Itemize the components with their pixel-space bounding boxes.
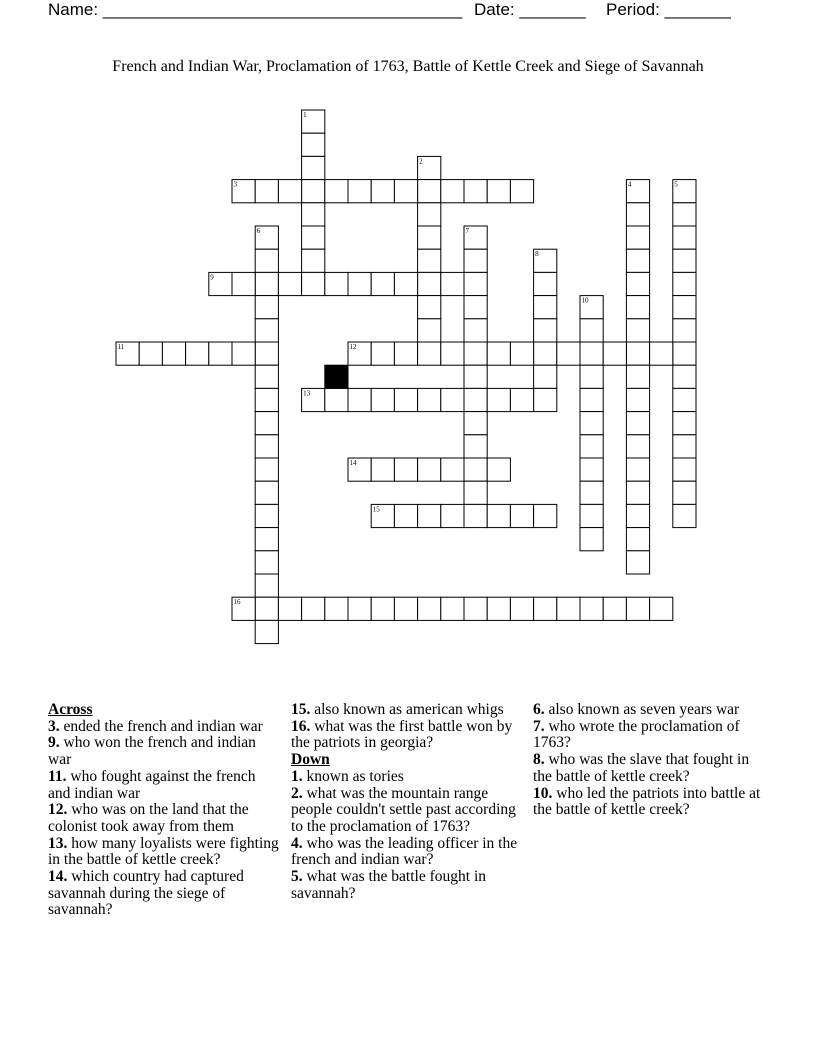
grid-cell[interactable]	[580, 388, 603, 411]
grid-cell[interactable]	[302, 203, 325, 226]
grid-cell[interactable]	[626, 435, 649, 458]
grid-cell[interactable]	[626, 481, 649, 504]
grid-cell[interactable]	[464, 504, 487, 527]
grid-cell[interactable]	[325, 597, 348, 620]
grid-cell[interactable]	[348, 597, 371, 620]
grid-cell[interactable]	[673, 504, 696, 527]
grid-cell[interactable]	[348, 180, 371, 203]
across-clues-column-1	[48, 702, 280, 919]
grid-cell[interactable]	[394, 458, 417, 481]
grid-cell[interactable]	[534, 388, 557, 411]
grid-cell[interactable]	[603, 597, 626, 620]
grid-cell[interactable]	[673, 412, 696, 435]
clue-down-6: 6. also known as seven years war	[533, 701, 740, 718]
grid-cell[interactable]	[534, 365, 557, 388]
grid-cell[interactable]	[626, 597, 649, 620]
grid-cell[interactable]	[255, 551, 278, 574]
grid-number-15: 15	[372, 505, 380, 514]
clue-down-7: 7. who wrote the proclamation of 1763?	[533, 717, 740, 752]
grid-cell[interactable]	[464, 412, 487, 435]
grid-number-3: 3	[233, 180, 237, 189]
grid-cell[interactable]	[302, 597, 325, 620]
grid-cell[interactable]	[394, 272, 417, 295]
grid-number-14: 14	[349, 459, 357, 467]
grid-number-11: 11	[117, 343, 125, 351]
grid-cell[interactable]	[580, 597, 603, 620]
grid-cell[interactable]	[441, 458, 464, 481]
grid-cell[interactable]	[255, 296, 278, 319]
grid-cell[interactable]	[255, 272, 278, 295]
grid-cell[interactable]	[673, 458, 696, 481]
grid-cell[interactable]	[673, 249, 696, 272]
grid-cell[interactable]	[626, 249, 649, 272]
grid-cell[interactable]	[394, 180, 417, 203]
grid-cell[interactable]	[673, 226, 696, 249]
grid-cell[interactable]	[580, 319, 603, 342]
grid-cell[interactable]	[394, 597, 417, 620]
grid-cell[interactable]	[464, 342, 487, 365]
grid-cell[interactable]	[534, 272, 557, 295]
grid-number-4: 4	[627, 180, 632, 189]
grid-cell[interactable]	[580, 412, 603, 435]
grid-cell[interactable]	[325, 388, 348, 411]
grid-cell[interactable]	[534, 504, 557, 527]
clue-across-12: 12. who was on the land that the colonist took away from them	[48, 801, 249, 835]
grid-cell[interactable]	[580, 458, 603, 481]
grid-cell[interactable]	[464, 388, 487, 411]
grid-cell[interactable]	[510, 388, 533, 411]
grid-cell[interactable]	[371, 458, 394, 481]
date-field[interactable]: Date: _______	[474, 0, 586, 19]
grid-cell[interactable]	[557, 342, 580, 365]
grid-number-12: 12	[349, 343, 357, 351]
grid-cell[interactable]	[650, 597, 673, 620]
grid-cell[interactable]	[673, 435, 696, 458]
grid-cell[interactable]	[534, 597, 557, 620]
grid-cell[interactable]	[673, 388, 696, 411]
grid-cell[interactable]	[278, 272, 301, 295]
grid-cell[interactable]	[418, 458, 441, 481]
clue-down-1: 1. known as tories	[291, 767, 404, 785]
grid-cell[interactable]	[441, 342, 464, 365]
grid-cell[interactable]	[255, 319, 278, 342]
grid-cell[interactable]	[278, 597, 301, 620]
grid-cell[interactable]	[510, 504, 533, 527]
clue-across-9: 9. who won the french and indian war	[48, 734, 256, 769]
grid-cell[interactable]	[255, 180, 278, 203]
period-field[interactable]: Period: _______	[606, 0, 731, 19]
grid-cell[interactable]	[255, 481, 278, 504]
grid-cell[interactable]	[418, 296, 441, 319]
grid-cell[interactable]	[580, 528, 603, 551]
grid-cell[interactable]	[232, 272, 255, 295]
grid-cell[interactable]	[371, 597, 394, 620]
grid-cell[interactable]	[255, 504, 278, 527]
grid-cell[interactable]	[510, 597, 533, 620]
grid-cell[interactable]	[441, 597, 464, 620]
grid-cell[interactable]	[580, 342, 603, 365]
clue-down-8: 8. who was the slave that fought in the battle of kettle creek?	[533, 751, 750, 785]
grid-cell[interactable]	[580, 504, 603, 527]
grid-cell[interactable]	[209, 342, 232, 365]
grid-cell[interactable]	[394, 504, 417, 527]
grid-cell[interactable]	[418, 597, 441, 620]
grid-cell[interactable]	[673, 481, 696, 504]
grid-cell[interactable]	[487, 458, 510, 481]
grid-cell[interactable]	[626, 203, 649, 226]
grid-cell[interactable]	[371, 388, 394, 411]
grid-cell[interactable]	[441, 272, 464, 295]
grid-cell[interactable]	[302, 180, 325, 203]
grid-cell[interactable]	[464, 180, 487, 203]
grid-cell[interactable]	[348, 272, 371, 295]
grid-cell[interactable]	[626, 365, 649, 388]
grid-cell[interactable]	[580, 481, 603, 504]
grid-cell[interactable]	[325, 180, 348, 203]
grid-cell[interactable]	[487, 504, 510, 527]
grid-cell[interactable]	[232, 342, 255, 365]
grid-cell[interactable]	[626, 528, 649, 551]
grid-cell[interactable]	[626, 412, 649, 435]
grid-number-13: 13	[303, 389, 311, 398]
grid-cell[interactable]	[673, 272, 696, 295]
clue-across-14: 14. which country had captured savannah during the siege of savannah?	[48, 868, 244, 919]
grid-cell[interactable]	[534, 296, 557, 319]
grid-cell[interactable]	[626, 296, 649, 319]
clues-column-3	[533, 702, 769, 819]
grid-cell[interactable]	[394, 342, 417, 365]
across-heading: Across	[48, 701, 93, 718]
grid-cell[interactable]	[464, 435, 487, 458]
clue-across-16: 16. what was the first battle won by the patriots in georgia?	[291, 717, 513, 752]
clue-across-11: 11. who fought against the french and indian war	[48, 767, 256, 802]
grid-cell[interactable]	[464, 481, 487, 504]
grid-number-1: 1	[303, 111, 307, 119]
grid-cell[interactable]	[487, 388, 510, 411]
grid-cell[interactable]	[255, 597, 278, 620]
clue-across-15: 15. also known as american whigs	[291, 701, 504, 718]
grid-cell[interactable]	[534, 342, 557, 365]
grid-cell[interactable]	[626, 319, 649, 342]
grid-number-9: 9	[210, 273, 214, 282]
grid-number-7: 7	[465, 227, 469, 235]
grid-cell[interactable]	[626, 226, 649, 249]
grid-cell[interactable]	[418, 180, 441, 203]
grid-cell[interactable]	[534, 319, 557, 342]
grid-cell[interactable]	[580, 435, 603, 458]
page-title: French and Indian War, Proclamation of 1763, Battle of Kettle Creek and Siege of Savannah	[112, 58, 704, 75]
grid-cell[interactable]	[302, 249, 325, 272]
grid-block	[325, 365, 348, 388]
grid-cell[interactable]	[464, 296, 487, 319]
grid-number-8: 8	[535, 250, 539, 259]
grid-cell[interactable]	[255, 435, 278, 458]
grid-cell[interactable]	[418, 226, 441, 249]
grid-cell[interactable]	[255, 528, 278, 551]
grid-cell[interactable]	[626, 458, 649, 481]
grid-cell[interactable]	[418, 342, 441, 365]
grid-cell[interactable]	[371, 342, 394, 365]
grid-cell[interactable]	[255, 342, 278, 365]
grid-cell[interactable]	[464, 458, 487, 481]
grid-cell[interactable]	[255, 574, 278, 597]
grid-cell[interactable]	[673, 296, 696, 319]
grid-cell[interactable]	[650, 342, 673, 365]
grid-cell[interactable]	[302, 133, 325, 156]
grid-cell[interactable]	[673, 342, 696, 365]
grid-cell[interactable]	[557, 597, 580, 620]
grid-cell[interactable]	[626, 551, 649, 574]
grid-cell[interactable]	[278, 180, 301, 203]
grid-cell[interactable]	[186, 342, 209, 365]
grid-cell[interactable]	[580, 365, 603, 388]
grid-cell[interactable]	[255, 249, 278, 272]
grid-cell[interactable]	[464, 597, 487, 620]
grid-cell[interactable]	[464, 365, 487, 388]
grid-cell[interactable]	[673, 365, 696, 388]
grid-cell[interactable]	[487, 342, 510, 365]
grid-cell[interactable]	[626, 342, 649, 365]
clue-down-5: 5. what was the battle fought in savannah?	[291, 868, 486, 902]
grid-cell[interactable]	[162, 342, 185, 365]
grid-cell[interactable]	[626, 388, 649, 411]
grid-cell[interactable]	[371, 180, 394, 203]
grid-cell[interactable]	[394, 388, 417, 411]
grid-number-16: 16	[233, 598, 241, 607]
grid-cell[interactable]	[487, 597, 510, 620]
grid-cell[interactable]	[139, 342, 162, 365]
grid-cell[interactable]	[464, 319, 487, 342]
grid-cell[interactable]	[673, 319, 696, 342]
grid-cell[interactable]	[418, 388, 441, 411]
clues-column-2	[291, 702, 519, 902]
clue-down-4: 4. who was the leading officer in the french and indian war?	[291, 834, 518, 869]
clue-down-10: 10. who led the patriots into battle at the battle of kettle creek?	[533, 784, 761, 819]
grid-cell[interactable]	[348, 388, 371, 411]
grid-cell[interactable]	[510, 180, 533, 203]
grid-cell[interactable]	[302, 272, 325, 295]
grid-cell[interactable]	[302, 226, 325, 249]
grid-number-5: 5	[674, 180, 678, 189]
grid-cell[interactable]	[325, 272, 348, 295]
grid-cell[interactable]	[255, 388, 278, 411]
grid-cell[interactable]	[418, 249, 441, 272]
grid-cell[interactable]	[626, 504, 649, 527]
grid-cell[interactable]	[510, 342, 533, 365]
grid-number-2: 2	[419, 157, 423, 166]
grid-cell[interactable]	[418, 319, 441, 342]
grid-cell[interactable]	[255, 412, 278, 435]
grid-cell[interactable]	[302, 156, 325, 179]
grid-cell[interactable]	[673, 203, 696, 226]
grid-cell[interactable]	[464, 272, 487, 295]
clue-across-3: 3. ended the french and indian war	[48, 717, 263, 735]
grid-number-6: 6	[256, 227, 261, 235]
grid-cell[interactable]	[255, 620, 278, 643]
grid-cell[interactable]	[441, 180, 464, 203]
grid-cell[interactable]	[464, 249, 487, 272]
grid-cell[interactable]	[418, 203, 441, 226]
grid-number-10: 10	[581, 296, 589, 305]
grid-cell[interactable]	[603, 342, 626, 365]
grid-cell[interactable]	[418, 504, 441, 527]
grid-cell[interactable]	[255, 365, 278, 388]
grid-cell[interactable]	[371, 272, 394, 295]
grid-cell[interactable]	[626, 272, 649, 295]
grid-cell[interactable]	[441, 388, 464, 411]
clue-across-13: 13. how many loyalists were fighting in the battle of kettle creek?	[48, 834, 279, 869]
clue-down-2: 2. what was the mountain range people couldn't settle past according to the proclamation of 1763?	[291, 784, 516, 835]
grid-cell[interactable]	[255, 458, 278, 481]
grid-cell[interactable]	[418, 272, 441, 295]
grid-cell[interactable]	[487, 180, 510, 203]
name-field[interactable]: Name: ______________________________________	[48, 0, 463, 19]
grid-cell[interactable]	[441, 504, 464, 527]
down-heading: Down	[291, 751, 330, 769]
